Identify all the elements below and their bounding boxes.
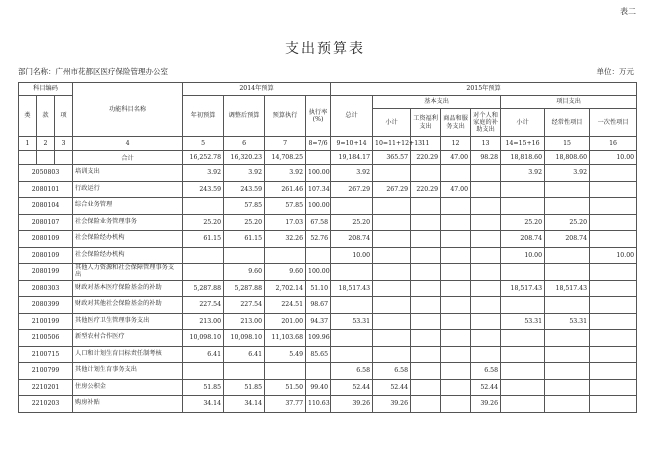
value-cell: [331, 198, 373, 215]
index-cell: 10=11+12+13: [373, 137, 411, 151]
index-cell: 2: [37, 137, 55, 151]
value-cell: [590, 313, 637, 330]
value-cell: [590, 379, 637, 396]
value-cell: 267.29: [331, 181, 373, 198]
value-cell: [373, 330, 411, 347]
value-cell: [411, 396, 441, 413]
value-cell: 213.00: [183, 313, 224, 330]
value-cell: 57.85: [224, 198, 265, 215]
function-name-cell: 综合业务管理: [73, 198, 183, 215]
value-cell: [441, 198, 471, 215]
total-cell: 47.00: [441, 151, 471, 165]
subject-code-cell: 2080399: [19, 297, 73, 314]
value-cell: [441, 214, 471, 231]
index-cell: 5: [183, 137, 224, 151]
value-cell: [471, 297, 501, 314]
table-row: [19, 330, 637, 347]
table-row: [19, 247, 637, 264]
header-personal-subsidy: 对个人和家庭的补助支出: [471, 109, 501, 137]
function-name-cell: 其他计划生育事务支出: [73, 363, 183, 380]
value-cell: [590, 396, 637, 413]
value-cell: 51.85: [183, 379, 224, 396]
total-cell: [306, 151, 331, 165]
function-name-cell: 社会保险经办机构: [73, 231, 183, 248]
value-cell: 85.65: [306, 346, 331, 363]
value-cell: [545, 363, 590, 380]
value-cell: [373, 297, 411, 314]
header-2014-budget: 2014年预算: [183, 83, 331, 96]
value-cell: [501, 363, 545, 380]
value-cell: [265, 247, 306, 264]
value-cell: [411, 280, 441, 297]
subject-code-cell: 2080109: [19, 231, 73, 248]
table-row: [19, 231, 637, 248]
value-cell: 57.85: [265, 198, 306, 215]
header-onetime-project: 一次性项目: [590, 109, 637, 137]
value-cell: [411, 165, 441, 182]
header-xiang: 项: [55, 96, 73, 137]
function-name-cell: 购房补贴: [73, 396, 183, 413]
table-row: [19, 346, 637, 363]
total-cell: 19,184.17: [331, 151, 373, 165]
value-cell: 3.92: [265, 165, 306, 182]
value-cell: 220.29: [411, 181, 441, 198]
index-cell: 4: [73, 137, 183, 151]
value-cell: 201.00: [265, 313, 306, 330]
value-cell: 52.76: [306, 231, 331, 248]
value-cell: [411, 346, 441, 363]
value-cell: [411, 297, 441, 314]
total-cell: 16,252.78: [183, 151, 224, 165]
value-cell: [373, 214, 411, 231]
budget-table: [18, 82, 637, 413]
total-row: [19, 151, 637, 165]
index-cell: 1: [19, 137, 37, 151]
value-cell: [183, 264, 224, 281]
index-cell: 14=15+16: [501, 137, 545, 151]
value-cell: 53.31: [331, 313, 373, 330]
value-cell: 6.58: [373, 363, 411, 380]
value-cell: [373, 231, 411, 248]
index-cell: 12: [441, 137, 471, 151]
value-cell: [590, 280, 637, 297]
value-cell: [441, 330, 471, 347]
value-cell: [331, 297, 373, 314]
value-cell: [331, 264, 373, 281]
value-cell: [183, 363, 224, 380]
header-function-name: 功能科目名称: [73, 83, 183, 137]
value-cell: 227.54: [183, 297, 224, 314]
value-cell: [501, 379, 545, 396]
value-cell: [306, 363, 331, 380]
value-cell: 213.00: [224, 313, 265, 330]
value-cell: 32.26: [265, 231, 306, 248]
value-cell: [441, 346, 471, 363]
value-cell: 208.74: [545, 231, 590, 248]
value-cell: [471, 247, 501, 264]
index-cell: 8=7/6: [306, 137, 331, 151]
header-recurring-project: 经常性项目: [545, 109, 590, 137]
page-title: 支出预算表: [285, 41, 365, 57]
value-cell: 3.92: [545, 165, 590, 182]
value-cell: [545, 396, 590, 413]
function-name-cell: 其他人力资源和社会保障管理事务支出: [73, 264, 183, 281]
value-cell: 208.74: [501, 231, 545, 248]
value-cell: 261.46: [265, 181, 306, 198]
function-name-cell: 新型农村合作医疗: [73, 330, 183, 347]
subject-code-cell: 2080303: [19, 280, 73, 297]
value-cell: 10.00: [331, 247, 373, 264]
value-cell: [545, 264, 590, 281]
value-cell: [590, 231, 637, 248]
value-cell: [471, 231, 501, 248]
value-cell: [501, 181, 545, 198]
value-cell: 51.10: [306, 280, 331, 297]
value-cell: 9.60: [224, 264, 265, 281]
table-row: [19, 264, 637, 281]
value-cell: [501, 264, 545, 281]
value-cell: 109.96: [306, 330, 331, 347]
index-row: [19, 137, 637, 151]
value-cell: [501, 396, 545, 413]
value-cell: 61.15: [224, 231, 265, 248]
value-cell: 25.20: [501, 214, 545, 231]
value-cell: [590, 346, 637, 363]
value-cell: 10,098.10: [183, 330, 224, 347]
value-cell: 10.00: [590, 247, 637, 264]
value-cell: 67.58: [306, 214, 331, 231]
header-basic-expense: 基本支出: [373, 96, 501, 109]
value-cell: [411, 313, 441, 330]
value-cell: [224, 363, 265, 380]
value-cell: [441, 165, 471, 182]
value-cell: 25.20: [183, 214, 224, 231]
header-initial-budget: 年初预算: [183, 96, 224, 137]
value-cell: 267.29: [373, 181, 411, 198]
value-cell: 51.85: [224, 379, 265, 396]
value-cell: [373, 346, 411, 363]
value-cell: [373, 247, 411, 264]
function-name-cell: 财政对基本医疗保险基金的补助: [73, 280, 183, 297]
value-cell: 100.00: [306, 198, 331, 215]
value-cell: [411, 231, 441, 248]
value-cell: [183, 247, 224, 264]
value-cell: [441, 264, 471, 281]
value-cell: 52.44: [373, 379, 411, 396]
value-cell: [471, 313, 501, 330]
value-cell: [545, 379, 590, 396]
function-name-cell: 社会保险经办机构: [73, 247, 183, 264]
value-cell: [545, 297, 590, 314]
header-adjusted-budget: 调整后预算: [224, 96, 265, 137]
unit-label: 单位：万元: [596, 67, 634, 76]
value-cell: [590, 214, 637, 231]
value-cell: 5,287.88: [183, 280, 224, 297]
table-row: [19, 198, 637, 215]
value-cell: [373, 198, 411, 215]
function-name-cell: 住房公积金: [73, 379, 183, 396]
index-cell: 7: [265, 137, 306, 151]
value-cell: [471, 264, 501, 281]
value-cell: [441, 363, 471, 380]
table-row: [19, 280, 637, 297]
value-cell: 10.00: [501, 247, 545, 264]
value-cell: 53.31: [501, 313, 545, 330]
value-cell: [545, 247, 590, 264]
value-cell: 243.59: [183, 181, 224, 198]
value-cell: 17.03: [265, 214, 306, 231]
table-row: [19, 396, 637, 413]
value-cell: [501, 198, 545, 215]
subject-code-cell: 2100506: [19, 330, 73, 347]
table-row: [19, 363, 637, 380]
header-project-subtotal: 小计: [501, 109, 545, 137]
value-cell: 6.41: [224, 346, 265, 363]
value-cell: [545, 346, 590, 363]
value-cell: 3.92: [501, 165, 545, 182]
value-cell: [331, 330, 373, 347]
value-cell: [441, 231, 471, 248]
value-cell: 18,517.43: [501, 280, 545, 297]
subject-code-cell: 2080101: [19, 181, 73, 198]
value-cell: [373, 264, 411, 281]
value-cell: 34.14: [224, 396, 265, 413]
value-cell: 5.49: [265, 346, 306, 363]
total-cell: 220.29: [411, 151, 441, 165]
value-cell: 52.44: [471, 379, 501, 396]
value-cell: 25.20: [331, 214, 373, 231]
value-cell: 243.59: [224, 181, 265, 198]
value-cell: [441, 379, 471, 396]
index-cell: 16: [590, 137, 637, 151]
function-name-cell: 财政对其他社会保险基金的补助: [73, 297, 183, 314]
subject-code-cell: 2080199: [19, 264, 73, 281]
value-cell: [590, 165, 637, 182]
value-cell: [545, 330, 590, 347]
index-cell: 3: [55, 137, 73, 151]
value-cell: 51.50: [265, 379, 306, 396]
header-basic-subtotal: 小计: [373, 109, 411, 137]
header-subject-code: 科目编码: [19, 83, 73, 96]
value-cell: 61.15: [183, 231, 224, 248]
total-cell: 98.28: [471, 151, 501, 165]
header-execution-rate: 执行率(%): [306, 96, 331, 137]
value-cell: [590, 330, 637, 347]
value-cell: [501, 346, 545, 363]
value-cell: [471, 330, 501, 347]
value-cell: 39.26: [471, 396, 501, 413]
value-cell: [373, 313, 411, 330]
subject-code-cell: 2080109: [19, 247, 73, 264]
value-cell: [501, 330, 545, 347]
value-cell: 18,517.43: [545, 280, 590, 297]
value-cell: [441, 247, 471, 264]
value-cell: [545, 181, 590, 198]
value-cell: [373, 165, 411, 182]
value-cell: [471, 346, 501, 363]
value-cell: [373, 280, 411, 297]
value-cell: 94.37: [306, 313, 331, 330]
function-name-cell: 行政运行: [73, 181, 183, 198]
total-cell: 10.00: [590, 151, 637, 165]
subject-code-cell: 2100199: [19, 313, 73, 330]
value-cell: 11,103.68: [265, 330, 306, 347]
value-cell: 52.44: [331, 379, 373, 396]
value-cell: [590, 363, 637, 380]
total-cell: 18,818.60: [501, 151, 545, 165]
value-cell: 39.26: [373, 396, 411, 413]
header-project-expense: 项目支出: [501, 96, 637, 109]
value-cell: [411, 214, 441, 231]
value-cell: 47.00: [441, 181, 471, 198]
subject-code-cell: 2080107: [19, 214, 73, 231]
value-cell: [471, 181, 501, 198]
header-kuan: 款: [37, 96, 55, 137]
department-label: 部门名称：广州市花都区医疗保险管理办公室: [18, 67, 168, 76]
value-cell: 110.63: [306, 396, 331, 413]
value-cell: 3.92: [183, 165, 224, 182]
value-cell: 53.31: [545, 313, 590, 330]
value-cell: [501, 297, 545, 314]
value-cell: 18,517.43: [331, 280, 373, 297]
table-row: [19, 165, 637, 182]
value-cell: 6.41: [183, 346, 224, 363]
value-cell: 39.26: [331, 396, 373, 413]
subject-code-cell: 2080104: [19, 198, 73, 215]
value-cell: 100.00: [306, 165, 331, 182]
table-row: [19, 297, 637, 314]
function-name-cell: 其他医疗卫生管理事务支出: [73, 313, 183, 330]
header-wages: 工资福利支出: [411, 109, 441, 137]
value-cell: [411, 379, 441, 396]
value-cell: [471, 198, 501, 215]
value-cell: [224, 247, 265, 264]
value-cell: [411, 330, 441, 347]
value-cell: 3.92: [224, 165, 265, 182]
total-cell: 365.57: [373, 151, 411, 165]
value-cell: [411, 198, 441, 215]
value-cell: 6.58: [331, 363, 373, 380]
header-lei: 类: [19, 96, 37, 137]
function-name-cell: 人口和计划生育目标责任制考核: [73, 346, 183, 363]
value-cell: [411, 247, 441, 264]
header-total: 总计: [331, 96, 373, 137]
index-cell: 11: [411, 137, 441, 151]
subject-code-cell: 2100799: [19, 363, 73, 380]
value-cell: 9.60: [265, 264, 306, 281]
value-cell: 25.20: [545, 214, 590, 231]
value-cell: 25.20: [224, 214, 265, 231]
table-row: [19, 181, 637, 198]
value-cell: 99.40: [306, 379, 331, 396]
value-cell: 208.74: [331, 231, 373, 248]
value-cell: [471, 214, 501, 231]
value-cell: 98.67: [306, 297, 331, 314]
value-cell: [441, 396, 471, 413]
value-cell: [183, 198, 224, 215]
index-cell: 15: [545, 137, 590, 151]
subject-code-cell: 2050803: [19, 165, 73, 182]
value-cell: 5,287.88: [224, 280, 265, 297]
value-cell: [590, 297, 637, 314]
value-cell: [441, 280, 471, 297]
subject-code-cell: 2210201: [19, 379, 73, 396]
total-cell: 14,708.25: [265, 151, 306, 165]
header-2015-budget: 2015年预算: [331, 83, 637, 96]
function-name-cell: 社会保险业务管理事务: [73, 214, 183, 231]
total-cell: 18,808.60: [545, 151, 590, 165]
value-cell: [590, 181, 637, 198]
value-cell: 37.77: [265, 396, 306, 413]
total-label: 合计: [73, 151, 183, 165]
value-cell: [306, 247, 331, 264]
value-cell: 34.14: [183, 396, 224, 413]
value-cell: [441, 313, 471, 330]
value-cell: [411, 264, 441, 281]
value-cell: [331, 346, 373, 363]
value-cell: [265, 363, 306, 380]
value-cell: [590, 198, 637, 215]
subject-code-cell: 2100715: [19, 346, 73, 363]
corner-label: 表二: [620, 7, 636, 16]
value-cell: [545, 198, 590, 215]
value-cell: [590, 264, 637, 281]
value-cell: 6.58: [471, 363, 501, 380]
header-goods-services: 商品和服务支出: [441, 109, 471, 137]
value-cell: 100.00: [306, 264, 331, 281]
value-cell: [471, 165, 501, 182]
table-row: [19, 214, 637, 231]
index-cell: 9=10+14: [331, 137, 373, 151]
value-cell: 2,702.14: [265, 280, 306, 297]
value-cell: 10,098.10: [224, 330, 265, 347]
subject-code-cell: 2210203: [19, 396, 73, 413]
header-executed-budget: 预算执行: [265, 96, 306, 137]
value-cell: 224.51: [265, 297, 306, 314]
function-name-cell: 培训支出: [73, 165, 183, 182]
value-cell: [411, 363, 441, 380]
value-cell: [441, 297, 471, 314]
index-cell: 6: [224, 137, 265, 151]
table-row: [19, 313, 637, 330]
value-cell: 3.92: [331, 165, 373, 182]
table-row: [19, 379, 637, 396]
total-cell: 16,320.23: [224, 151, 265, 165]
value-cell: 107.34: [306, 181, 331, 198]
index-cell: 13: [471, 137, 501, 151]
value-cell: 227.54: [224, 297, 265, 314]
value-cell: [471, 280, 501, 297]
